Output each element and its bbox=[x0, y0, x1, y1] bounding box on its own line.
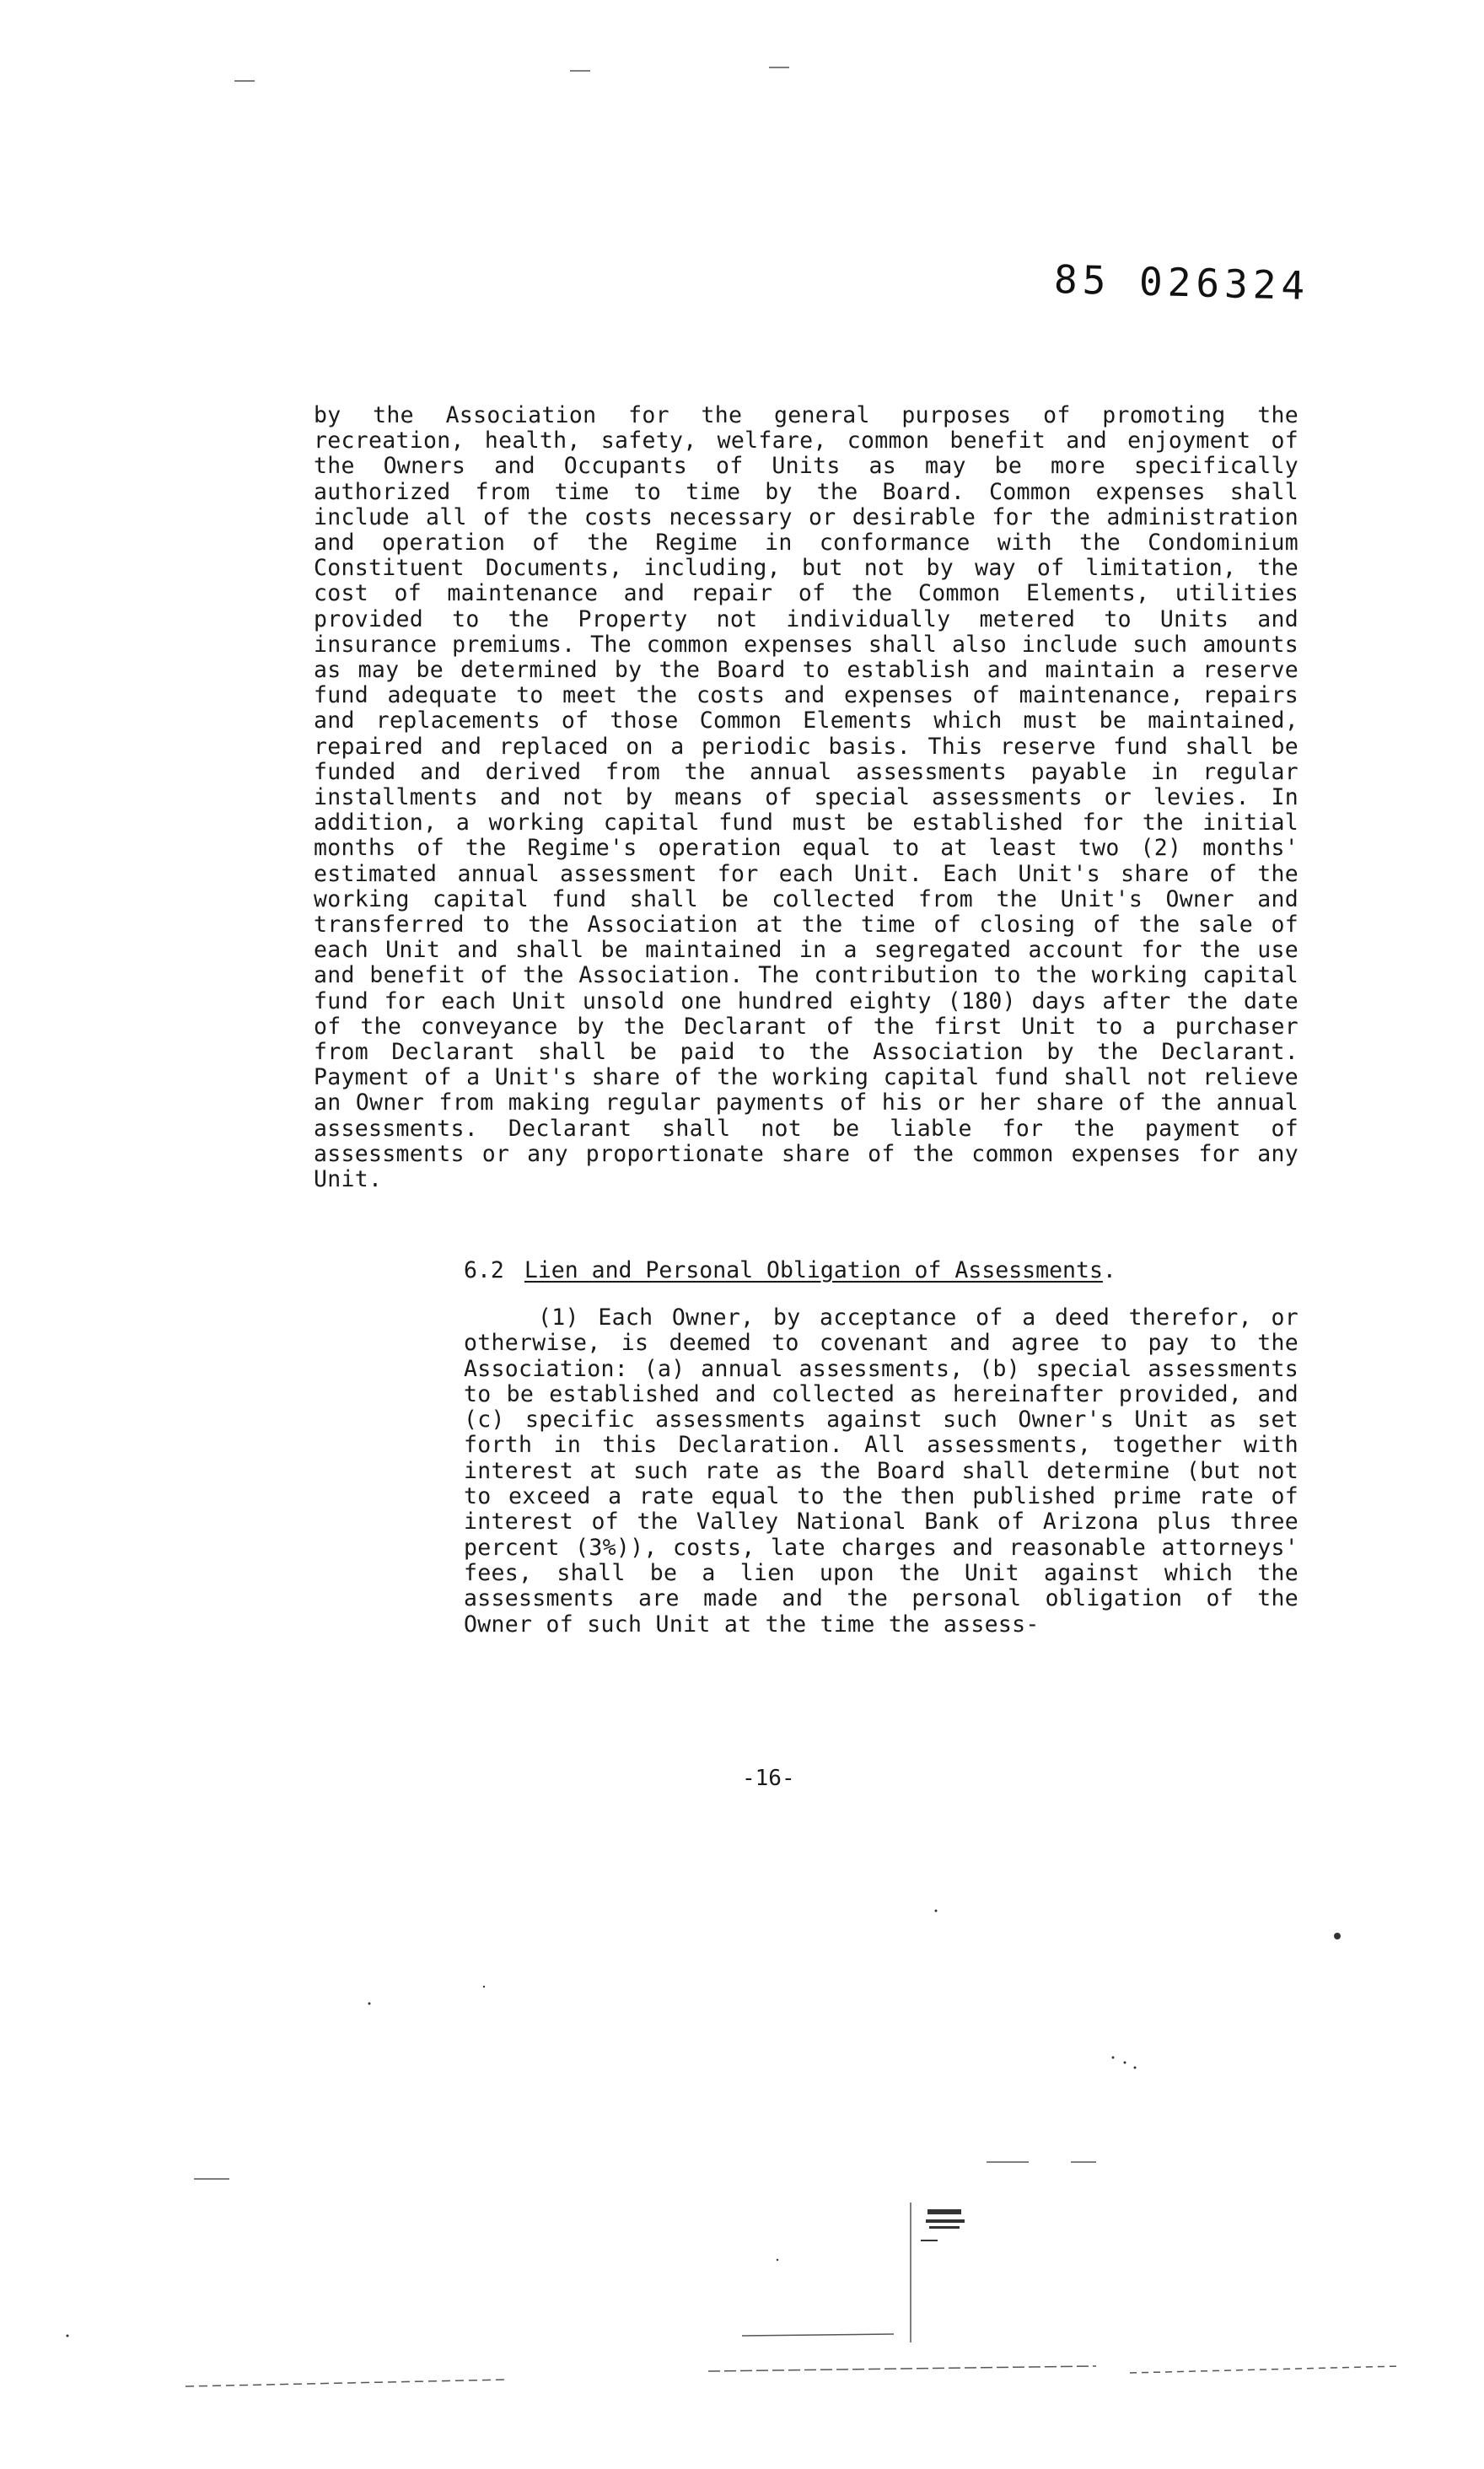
section-number: 6.2 bbox=[464, 1257, 504, 1283]
section-title: Lien and Personal Obligation of Assessments bbox=[524, 1257, 1103, 1283]
body-paragraph: by the Association for the general purposes of promoting the recreation, health, safety, welfare, common benefit and enjoyment of the Owners and Occupants of Units as may be more specifically authorized from time to time by the Board. Common expenses shall include all of the costs necessary or desirable for the administration and operation of the Regime in conformance with the Condominium Constituent Documents, including, but not by way of limitation, the cost of maintenance and repair of the Common Elements, utilities provided to the Property not individually metered to Units and insurance premiums. The common expenses shall also include such amounts as may be determined by the Board to establish and maintain a reserve fund adequate to meet the costs and expenses of maintenance, repairs and replacements of those Common Elements which must be maintained, repaired and replaced on a periodic basis. This reserve fund shall be funded and derived from the annual assessments payable in regular installments and not by means of special assessments or levies. In addition, a working capital fund must be established for the initial months of the Regime's operation equal to at least two (2) months' estimated annual assessment for each Unit. Each Unit's share of the working capital fund shall be collected from the Unit's Owner and transferred to the Association at the time of closing of the sale of each Unit and shall be maintained in a segregated account for the use and benefit of the Association. The contribution to the working capital fund for each Unit unsold one hundred eighty (180) days after the date of the conveyance by the Declarant of the first Unit to a purchaser from Declarant shall be paid to the Association by the Declarant. Payment of a Unit's share of the working capital fund shall not relieve an Owner from making regular payments of his or her share of the annual assessments. Declarant shall not be liable for the payment of assessments or any proportionate share of the common expenses for any Unit. bbox=[314, 402, 1298, 1193]
section-heading bbox=[464, 1258, 1116, 1283]
subsection-paragraph bbox=[464, 1305, 1298, 1638]
recording-number: 85 026324 bbox=[1053, 256, 1310, 309]
subsection-text: (1) Each Owner, by acceptance of a deed therefor, or otherwise, is deemed to covenant and agree to pay to the Association: (a) annual assessments, (b) special assessments to be established and collected as hereinafter provided, and (c) specific assessments against such Owner's Unit as set forth in this Declaration. All assessments, together with interest at such rate as the Board shall determine (but not to exceed a rate equal to the then published prime rate of interest of the Valley National Bank of Arizona plus three percent (3%)), costs, late charges and reasonable attorneys' fees, shall be a lien upon the Unit against which the assessments are made and the personal obligation of the Owner of such Unit at the time the assess- bbox=[464, 1304, 1298, 1638]
section-title-end: . bbox=[1102, 1257, 1116, 1283]
page-number: -16- bbox=[742, 1766, 795, 1791]
